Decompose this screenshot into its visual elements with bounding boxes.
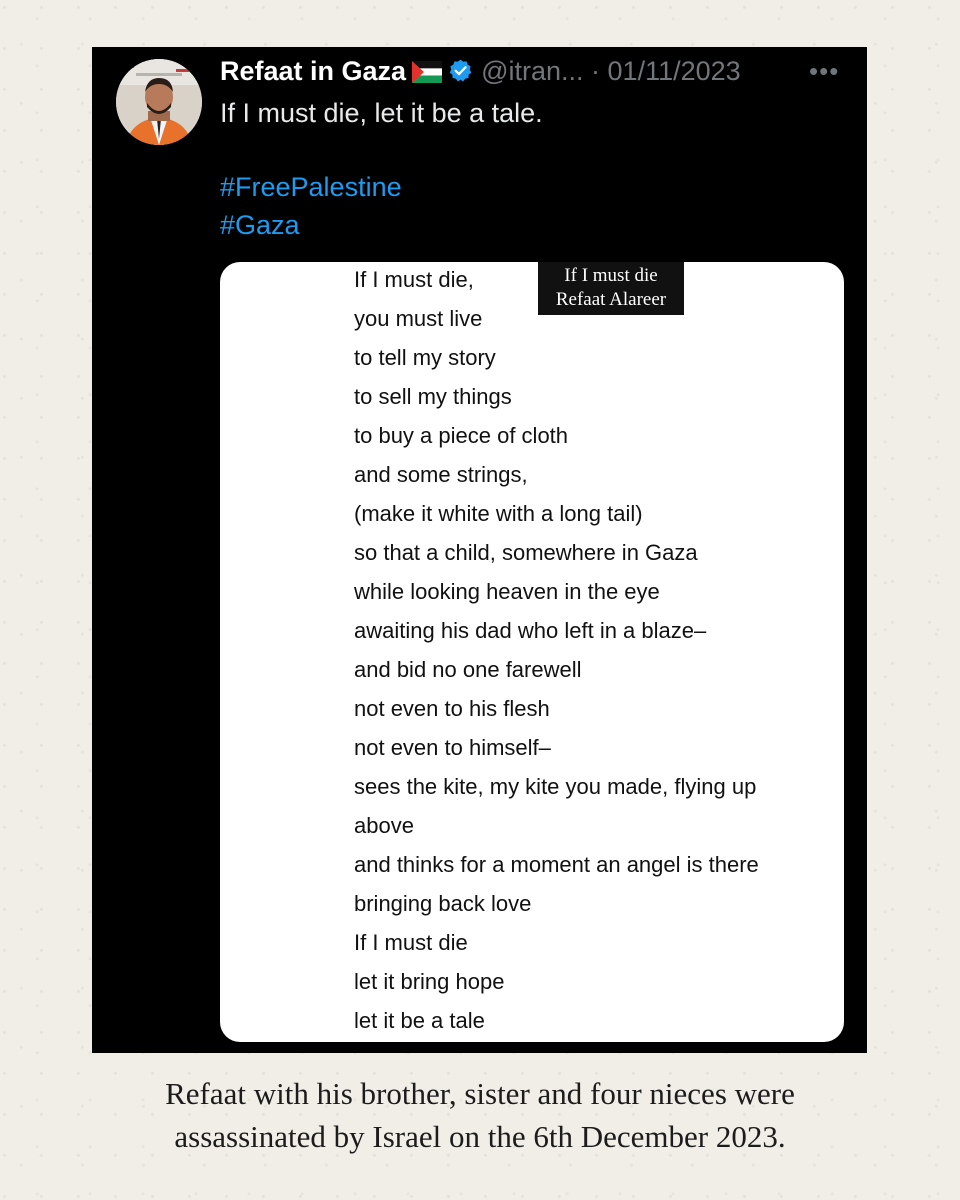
poem-line: awaiting his dad who left in a blaze– [354,618,707,643]
caption-line-2: assassinated by Israel on the 6th December 2023. [174,1119,786,1154]
poem-image[interactable] [220,262,844,1042]
separator-dot: · [591,56,601,86]
display-name[interactable]: Refaat in Gaza [220,56,407,86]
hashtag-free-palestine[interactable]: #FreePalestine [220,172,402,202]
poem-line: so that a child, somewhere in Gaza [354,540,698,565]
poem-line: you must live [354,306,483,331]
palestine-flag-icon [412,58,442,90]
tweet-card[interactable] [92,47,867,1053]
poem-line: not even to his flesh [354,696,550,721]
poem-line: not even to himself– [354,735,551,760]
verified-badge-icon[interactable] [448,58,473,90]
poem-line: above [354,813,414,838]
user-handle[interactable]: @itran... [481,56,584,86]
tweet-header [220,55,741,87]
avatar-portrait-icon [116,59,202,145]
poem-title: If I must die [564,265,658,286]
poem-line: to sell my things [354,384,512,409]
caption-line-1: Refaat with his brother, sister and four nieces were [165,1076,795,1111]
poem-line: let it bring hope [354,969,505,994]
poem-line: If I must die, [354,267,474,292]
tweet-text: If I must die, let it be a tale. [220,98,543,128]
post-date[interactable]: 01/11/2023 [607,56,741,86]
poem-line: and some strings, [354,462,528,487]
poem-line: to tell my story [354,345,496,370]
poem-line: to buy a piece of cloth [354,423,569,448]
poem-line: sees the kite, my kite you made, flying up [354,774,757,799]
poem-line: If I must die [354,930,468,955]
avatar[interactable] [116,59,202,145]
caption [0,1072,960,1158]
poem-line: while looking heaven in the eye [354,579,660,604]
more-options-icon[interactable]: ••• [809,56,840,86]
poem-line: and thinks for a moment an angel is there [354,852,759,877]
poem-line: and bid no one farewell [354,657,582,682]
poem-title-label [538,262,684,315]
poem-line: bringing back love [354,891,532,916]
poem-author: Refaat Alareer [555,289,667,310]
poem-line: let it be a tale [354,1008,485,1033]
hashtag-gaza[interactable]: #Gaza [220,210,300,240]
poem-line: (make it white with a long tail) [354,501,643,526]
